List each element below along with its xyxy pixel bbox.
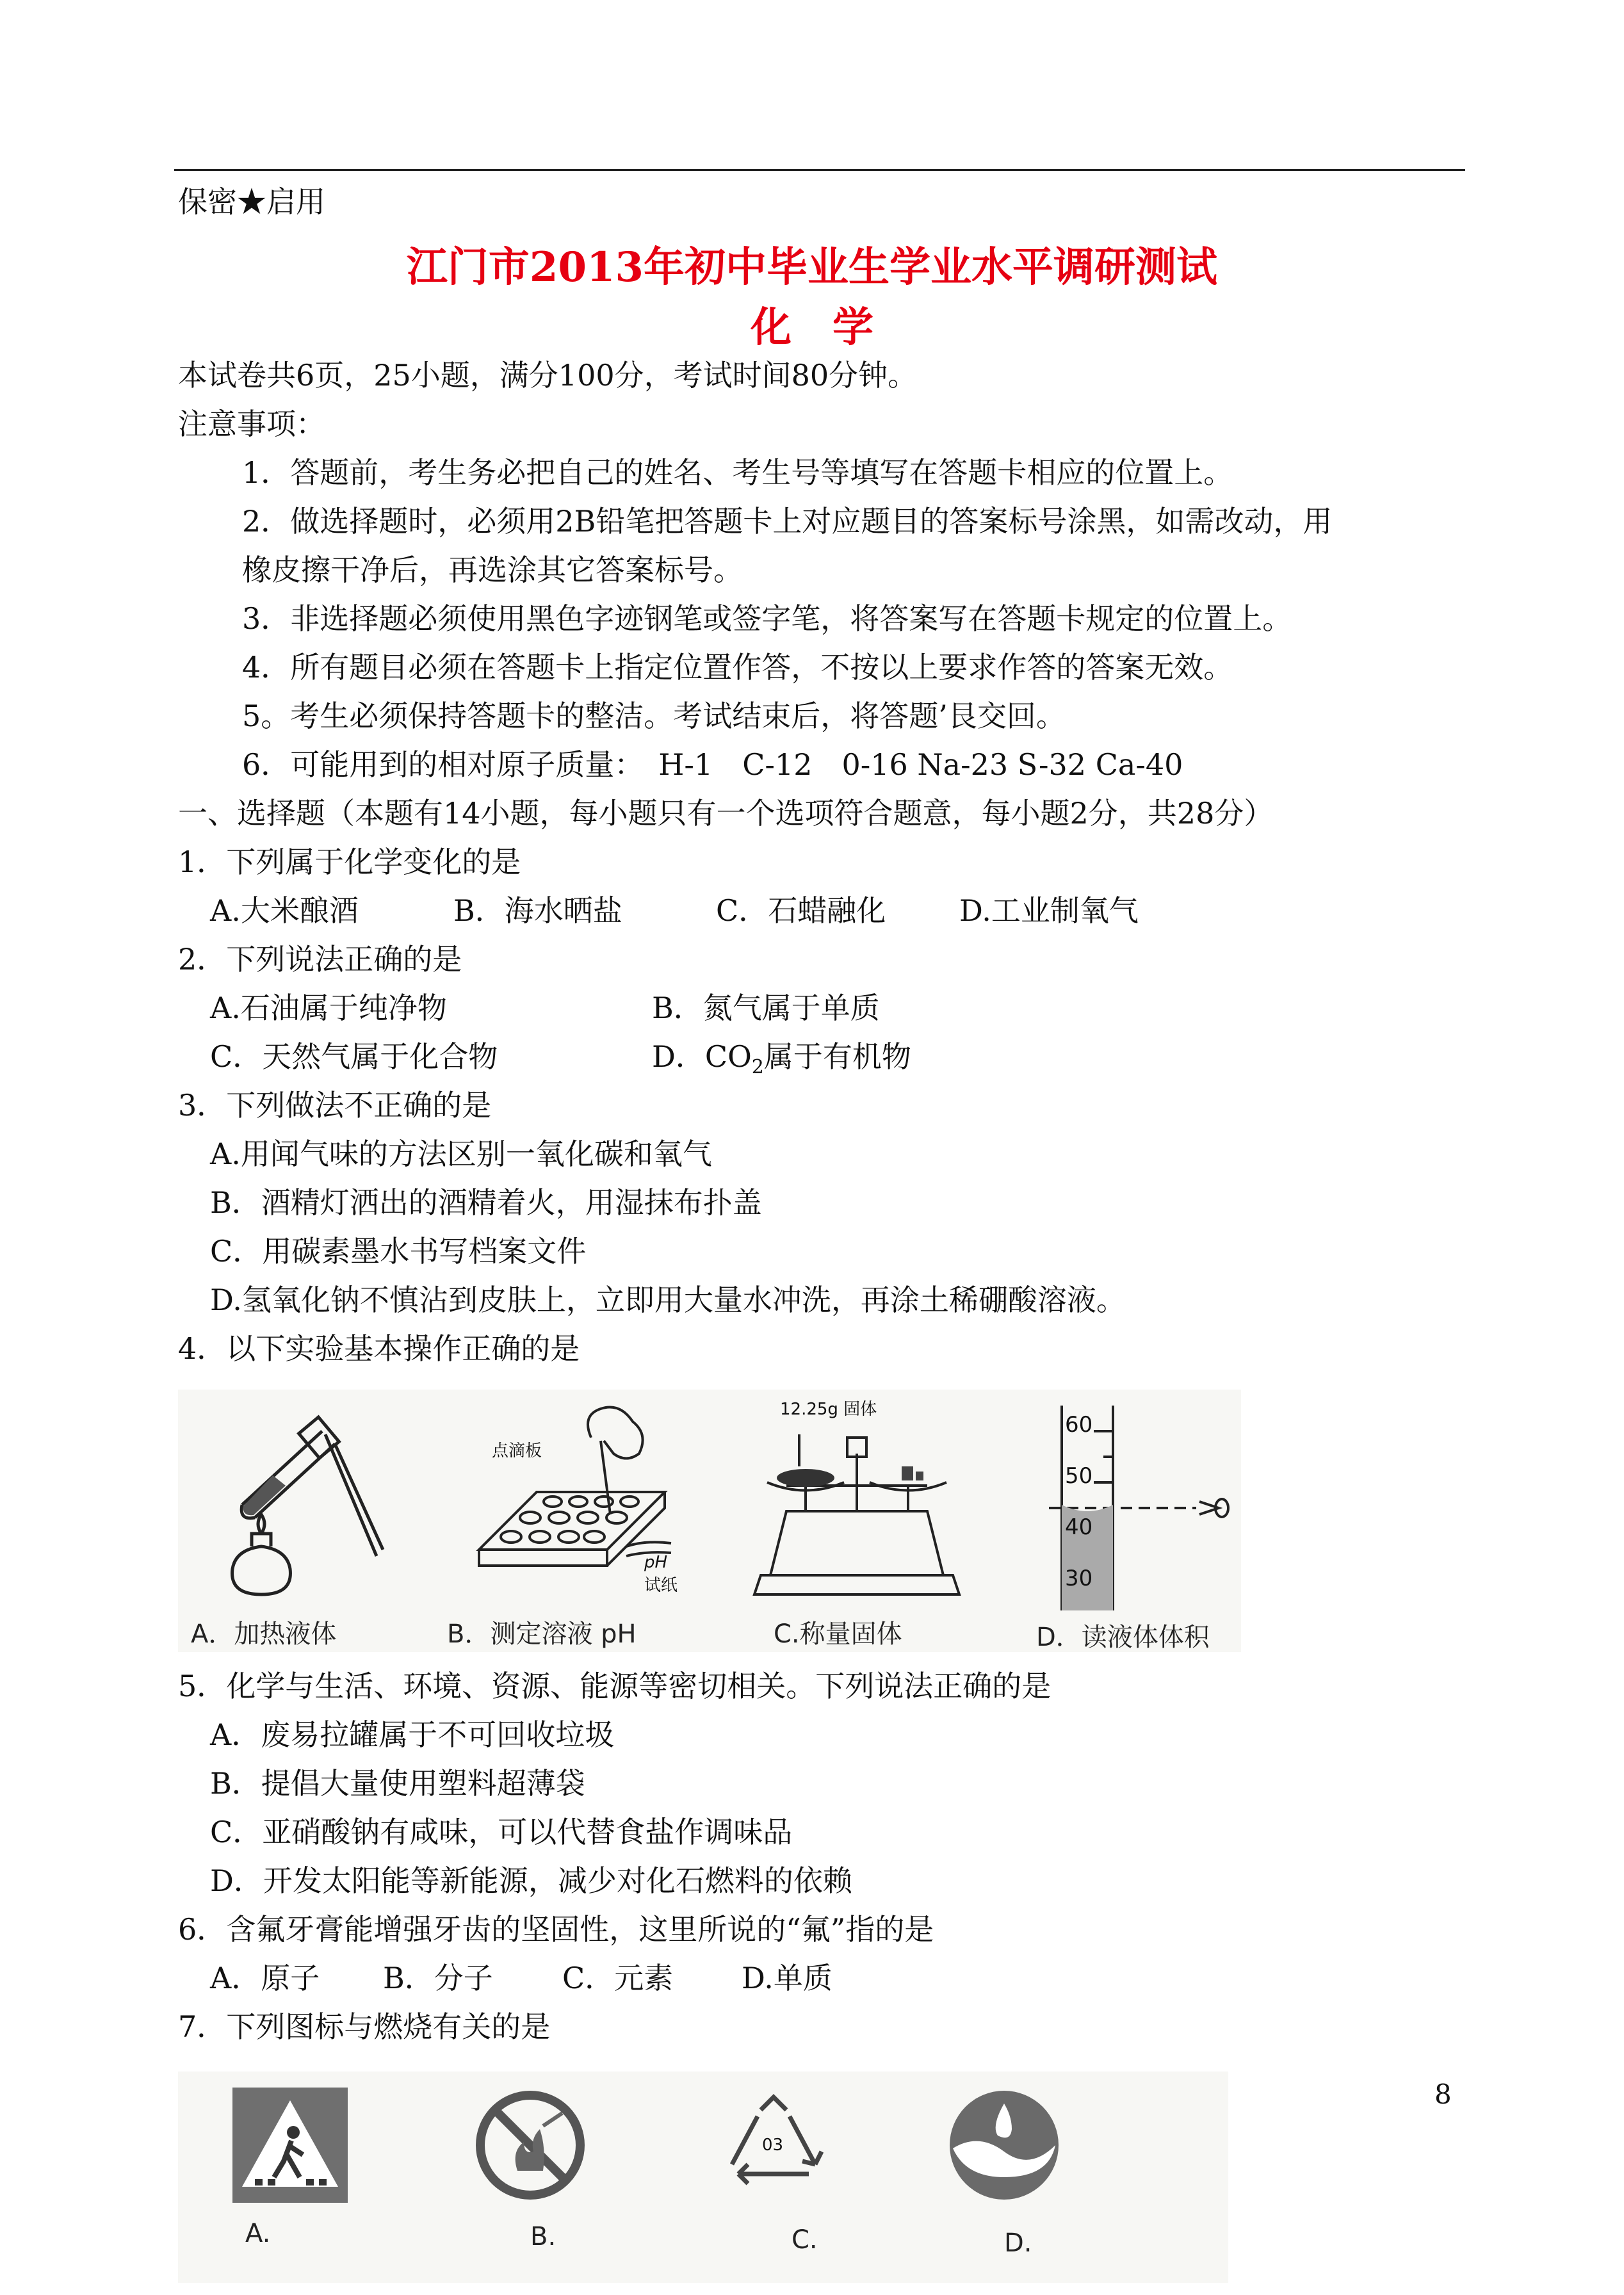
q7-caption-c: C. [792,2225,818,2255]
q4-caption-d: D．读液体体积 [1036,1623,1210,1652]
q7-stem: 7．下列图标与燃烧有关的是 [178,2009,551,2044]
q6-stem: 6．含氟牙膏能增强牙齿的坚固性，这里所说的“氟”指的是 [178,1912,934,1947]
q1-option-d: D.工业制氧气 [959,893,1139,928]
q1-option-a: A.大米酿酒 [210,893,359,928]
q5-stem: 5．化学与生活、环境、资源、能源等密切相关。下列说法正确的是 [178,1669,1052,1703]
no-fire-icon [473,2088,588,2203]
scale-30: 30 [1065,1566,1093,1591]
notes-heading: 注意事项： [178,407,325,441]
page-number: 8 [1434,2079,1452,2110]
q2-option-d: D．$CO_2$属于有机物 [652,1039,911,1079]
q4-caption-b: B．测定溶液 pH [447,1619,637,1649]
note-5: 5。考生必须保持答题卡的整洁。考试结束后，将答题’艮交回。 [242,699,1066,733]
q6-option-d: D.单质 [742,1961,832,1995]
recycle-code: 03 [762,2136,784,2155]
q1-option-c: C．石蜡融化 [716,893,886,928]
ph-label: pH [644,1553,668,1572]
q4-figure-panel [178,1390,1241,1652]
q1-option-b: B．海水晒盐 [453,893,622,928]
q2-option-b: B．氮气属于单质 [652,991,880,1025]
confidential-label: 保密★启用 [178,184,325,219]
q4-caption-c: C.称量固体 [774,1619,902,1649]
q6-option-c: C．元素 [562,1961,674,1995]
q6-option-b: B．分子 [383,1961,493,1995]
scale-50: 50 [1065,1463,1093,1489]
q7-figure-panel [178,2072,1228,2283]
q5-option-a: A．废易拉罐属于不可回收垃圾 [210,1717,615,1752]
q7-caption-a: A. [245,2219,271,2248]
note-4: 4．所有题目必须在答题卡上指定位置作答，不按以上要求作答的答案无效。 [242,650,1233,685]
q6-option-a: A．原子 [210,1961,320,1995]
q4-caption-a: A．加热液体 [191,1619,337,1649]
scale-60: 60 [1065,1412,1093,1438]
pedestrian-crossing-icon [229,2084,351,2206]
q3-stem: 3．下列做法不正确的是 [178,1088,492,1123]
note-6: 6．可能用到的相对原子质量： H-1 C-12 0-16 Na-23 S-32 Ca-40 [242,747,1183,782]
q3-option-b: B．酒精灯洒出的酒精着火，用湿抹布扑盖 [210,1185,762,1220]
note-3: 3．非选择题必须使用黑色字迹钢笔或签字笔，将答案写在答题卡规定的位置上。 [242,601,1292,636]
q4-stem: 4．以下实验基本操作正确的是 [178,1331,580,1366]
q2-stem: 2．下列说法正确的是 [178,942,462,977]
mass-label: 12.25g 固体 [780,1400,877,1419]
water-saving-icon [940,2081,1068,2209]
q2-option-c: C．天然气属于化合物 [210,1039,498,1074]
top-rule [174,169,1465,171]
q2-option-a: A.石油属于纯净物 [210,991,447,1025]
dropping-plate-label: 点滴板 [492,1441,542,1461]
scale-40: 40 [1065,1514,1093,1540]
test-tube-heating-icon [204,1409,396,1601]
q1-stem: 1．下列属于化学变化的是 [178,845,521,879]
q5-option-c: C．亚硝酸钠有咸味，可以代替食盐作调味品 [210,1815,793,1849]
q3-option-d: D.氢氧化钠不慎沾到皮肤上，立即用大量水冲洗，再涂土稀硼酸溶液。 [210,1283,1126,1317]
q5-option-d: D．开发太阳能等新能源，减少对化石燃料的依赖 [210,1863,852,1898]
q7-caption-b: B. [530,2222,556,2251]
exam-intro: 本试卷共6页，25小题，满分100分，考试时间80分钟。 [178,358,918,393]
note-2: 2．做选择题时，必须用2B铅笔把答题卡上对应题目的答案标号涂黑，如需改动，用 [242,504,1333,539]
note-1: 1．答题前，考生务必把自己的姓名、考生号等填写在答题卡相应的位置上。 [242,455,1233,490]
section-heading: 一、选择题（本题有14小题，每小题只有一个选项符合题意，每小题2分，共28分） [178,796,1274,831]
q5-option-b: B．提倡大量使用塑料超薄袋 [210,1766,585,1801]
exam-title: 江门市2013年初中毕业生学业水平调研测试 [406,243,1218,291]
test-paper-label: 试纸 [644,1576,678,1595]
subject-title: 化 学 [751,304,873,352]
balance-scale-icon [742,1415,972,1607]
q7-caption-d: D. [1004,2228,1032,2258]
q3-option-c: C．用碳素墨水书写档案文件 [210,1234,587,1269]
q3-option-a: A.用闻气味的方法区别一氧化碳和氧气 [210,1137,712,1171]
note-2-cont: 橡皮擦干净后，再选涂其它答案标号。 [242,553,743,587]
